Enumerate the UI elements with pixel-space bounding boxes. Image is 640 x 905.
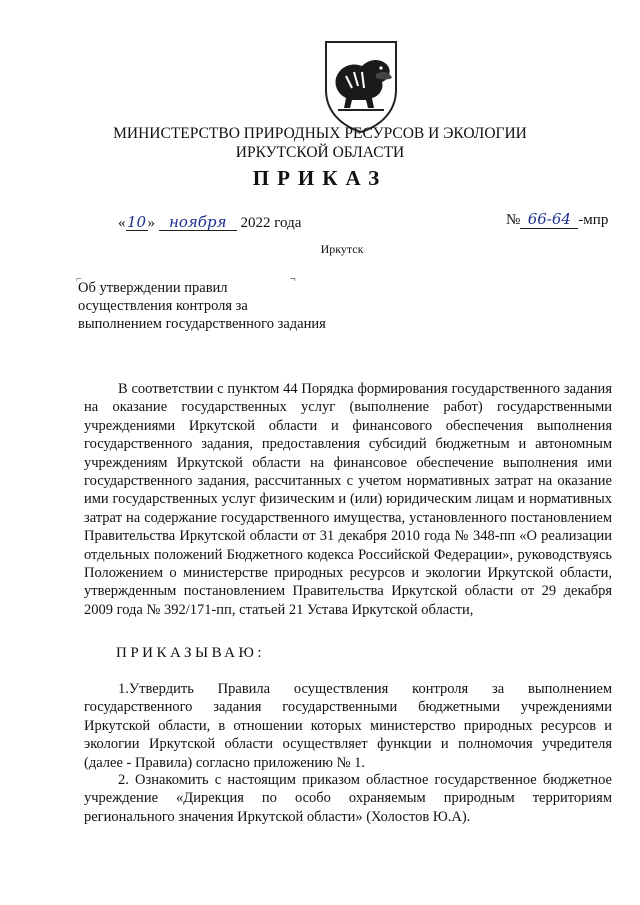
order-item-1: 1.Утвердить Правила осуществления контроля за выполнением государственного задания государственными бюджетными учреждениями Иркутской области, в отношении которых министерство природных ресурсов и экологии Иркутской области осуществляет функции и полномочия учредителя (далее - Правила) согласно приложению № 1. (84, 681, 612, 771)
subject-line-1: Об утверждении правил (78, 280, 228, 296)
order-number (506, 210, 608, 229)
prikazyvayu-heading: ПРИКАЗЫВАЮ: (116, 645, 266, 661)
number-value: 66-64 (520, 210, 578, 229)
order-date (118, 214, 301, 232)
number-suffix: -мпр (578, 212, 609, 228)
date-year: 2022 года (240, 215, 302, 231)
order-subject (76, 274, 326, 333)
document-type-title: ПРИКАЗ (252, 166, 388, 190)
subject-line-2: осуществления контроля за (78, 298, 248, 314)
date-close-quote: » (147, 215, 155, 231)
ministry-name-line2: ИРКУТСКОЙ ОБЛАСТИ (235, 144, 405, 161)
preamble-text: В соответствии с пунктом 44 Порядка формирования государственного задания на оказание государственных услуг (выполнение работ) государственными учреждениями Иркутской области и финансового обеспечения выполнения государственного задания, предоставления субсидий бюджетным и автономным учреждениям Иркутской области на финансовое обеспечение выполнения ими государственного задания, рассчитанных с учетом нормативных затрат на оказание ими государственных услуг физическим и (или) юридическим лицам и нормативных затрат на содержание государственного имущества, установленного постановлением Правительства Иркутской области от 31 декабря 2010 года № 348-пп «О реализации отдельных положений Бюджетного кодекса Российской Федерации», руководствуясь Положением о министерстве природных ресурсов и экологии Иркутской области, утвержденным постановлением Правительства Иркутской области от 29 декабря 2009 года № 392/171-пп, статьей 21 Устава Иркутской области, (84, 381, 612, 618)
date-open-quote: « (118, 215, 126, 231)
subject-line-3: выполнением государственного задания (78, 316, 326, 332)
number-prefix: № (506, 212, 521, 228)
date-month: ноября (159, 214, 237, 231)
crest-icon (318, 38, 404, 134)
order-item-2: 2. Ознакомить с настоящим приказом областное государственное бюджетное учреждение «Дирекция по особо охраняемым природным территориям регионального значения Иркутской области» (Холостов Ю.А). (84, 772, 612, 825)
date-day: 10 (126, 213, 147, 231)
corner-mark-right: ¬ (290, 274, 296, 285)
corner-mark-left: ⌐ (76, 274, 82, 285)
ministry-name-line1: МИНИСТЕРСТВО ПРИРОДНЫХ РЕСУРСОВ И ЭКОЛОГИИ (113, 125, 527, 142)
city-name: Иркутск (320, 242, 364, 256)
preamble-paragraph (84, 380, 612, 619)
